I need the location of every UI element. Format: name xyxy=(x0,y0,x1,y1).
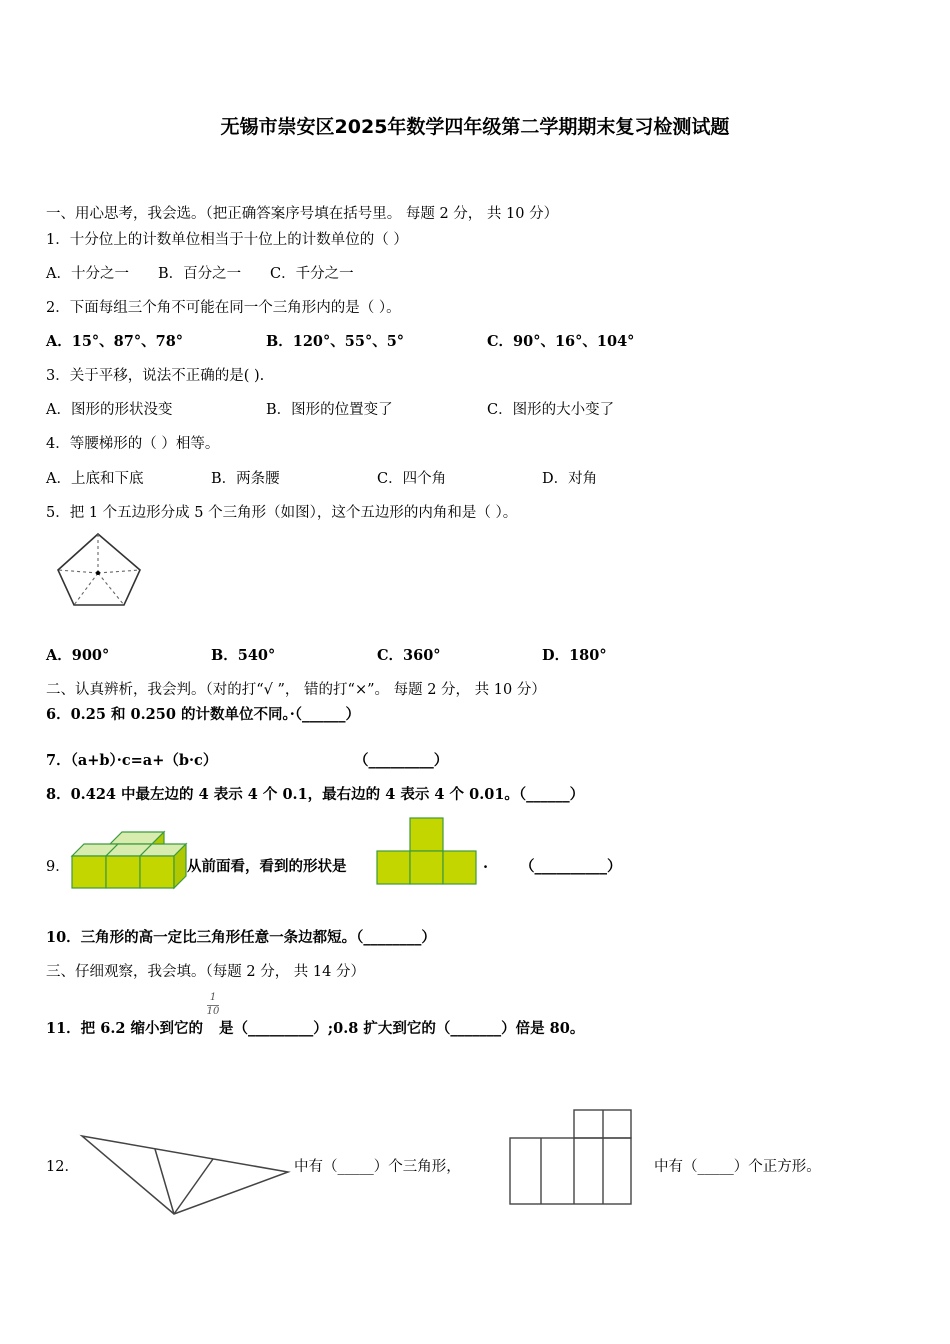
q6-text: 6．0.25 和 0.250 的计数单位不同。·（______） xyxy=(46,706,361,723)
q4-option-a: A．上底和下底 xyxy=(46,471,144,487)
q4-stem: 4．等腰梯形的（ ）相等。 xyxy=(46,436,220,452)
section1-header: 一、用心思考，我会选。（把正确答案序号填在括号里。 每题 2 分， 共 10 分） xyxy=(46,206,559,222)
q12-square-question: 中有（_____）个正方形。 xyxy=(654,1159,821,1175)
q2-stem: 2．下面每组三个角不可能在同一个三角形内的是（ ）。 xyxy=(46,300,401,316)
q3-stem: 3．关于平移，说法不正确的是( ). xyxy=(46,368,265,384)
q1-option-a: A．十分之一 xyxy=(46,266,129,282)
pentagon-figure xyxy=(56,532,142,608)
q12-triangle-question: 中有（_____）个三角形， xyxy=(294,1159,461,1175)
q9-dot: . xyxy=(483,855,489,872)
q4-option-c: C．四个角 xyxy=(377,471,447,487)
page-title: 无锡市崇安区2025年数学四年级第二学期期末复习检测试题 xyxy=(220,116,730,138)
q5-option-d: D．180° xyxy=(542,647,607,664)
q2-option-c: C．90°、16°、104° xyxy=(487,333,635,350)
front-view-figure xyxy=(376,817,478,885)
q11-text-left: 11．把 6.2 缩小到它的 xyxy=(46,1020,204,1037)
q3-option-b: B．图形的位置变了 xyxy=(266,402,393,418)
q2-option-b: B．120°、55°、5° xyxy=(266,333,405,350)
q5-stem: 5．把 1 个五边形分成 5 个三角形（如图），这个五边形的内角和是（ ）。 xyxy=(46,505,518,521)
q10-text: 10．三角形的高一定比三角形任意一条边都短。（________） xyxy=(46,929,436,946)
q11-fraction-numerator: 1 xyxy=(209,992,217,1003)
rectangle-grid-figure xyxy=(508,1108,634,1206)
q5-option-a: A．900° xyxy=(46,647,110,664)
q9-number: 9． xyxy=(46,859,70,875)
q1-option-b: B．百分之一 xyxy=(158,266,242,282)
q7-blank: （_________） xyxy=(354,752,449,769)
section3-header: 三、仔细观察，我会填。（每题 2 分， 共 14 分） xyxy=(46,964,365,980)
q4-option-b: B．两条腰 xyxy=(211,471,280,487)
q3-option-a: A．图形的形状没变 xyxy=(46,402,173,418)
q11-text-right: 是（_________）;0.8 扩大到它的（_______）倍是 80。 xyxy=(219,1020,585,1037)
q8-text: 8．0.424 中最左边的 4 表示 4 个 0.1，最右边的 4 表示 4 个 0.01。（______） xyxy=(46,786,585,803)
q5-option-b: B．540° xyxy=(211,647,276,664)
q9-question: 从前面看，看到的形状是 xyxy=(187,858,347,875)
q1-option-c: C．千分之一 xyxy=(270,266,354,282)
q5-option-c: C．360° xyxy=(377,647,441,664)
q9-blank: （__________） xyxy=(520,858,622,875)
q11-fraction-denominator: 10 xyxy=(206,1006,220,1017)
q1-stem: 1．十分位上的计数单位相当于十位上的计数单位的（ ） xyxy=(46,232,408,248)
q12-number: 12． xyxy=(46,1159,79,1175)
section2-header: 二、认真辨析，我会判。（对的打“√ ”， 错的打“×”。 每题 2 分， 共 10 分） xyxy=(46,682,546,698)
q4-option-d: D．对角 xyxy=(542,471,598,487)
triangle-figure xyxy=(80,1134,292,1218)
cube-stack-figure xyxy=(72,830,188,890)
q2-option-a: A．15°、87°、78° xyxy=(46,333,184,350)
q3-option-c: C．图形的大小变了 xyxy=(487,402,615,418)
q7-expression: 7．（a+b）·c=a+（b·c） xyxy=(46,752,218,769)
